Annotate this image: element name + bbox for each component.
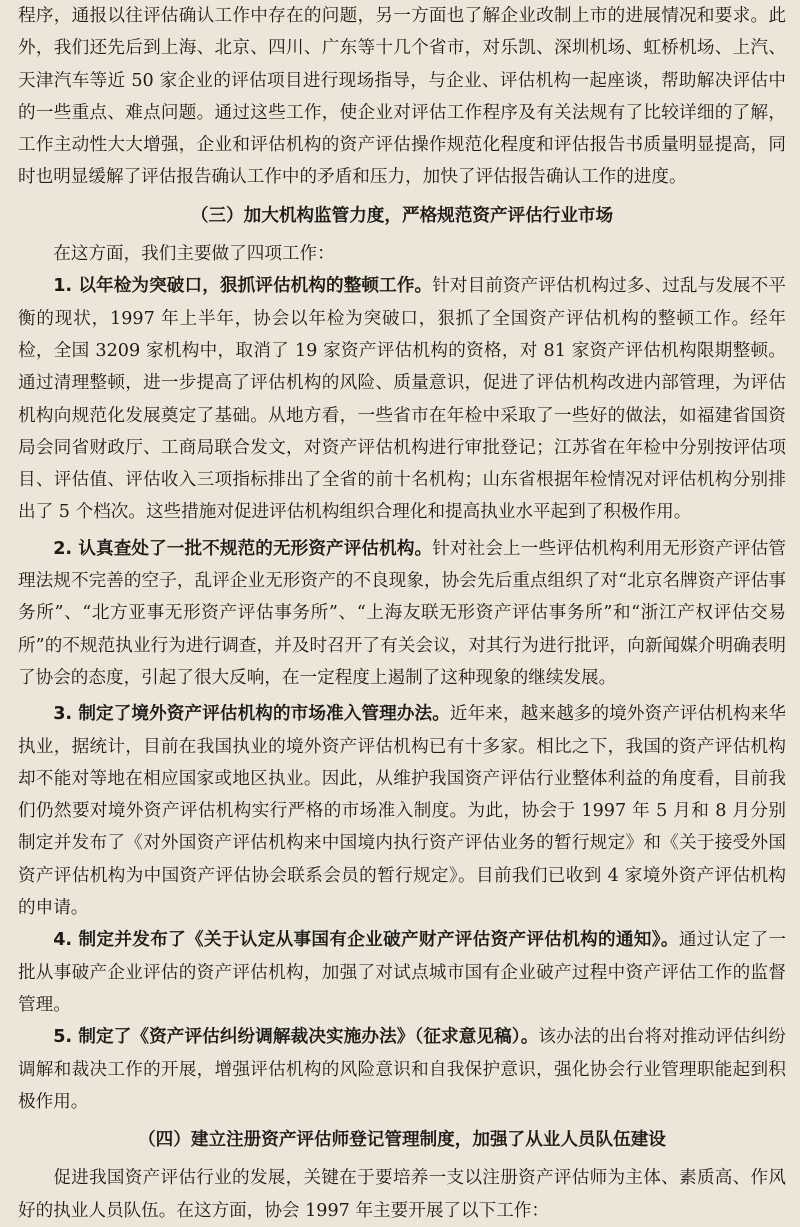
- item-5-lead: 5. 制定了《资产评估纠纷调解裁决实施办法》（征求意见稿）。: [53, 1027, 539, 1048]
- item-4-lead: 4. 制定并发布了《关于认定从事国有企业破产财产评估资产评估机构的通知》。: [53, 930, 679, 951]
- item-4-body: 通过认定了一批从事破产企业评估的资产评估机构，加强了对试点城市国有企业破产过程中资产评估工作的监督管理。: [18, 930, 786, 1015]
- section-3-title: （三）加大机构监管力度，严格规范资产评估行业市场: [190, 205, 614, 226]
- section-3-item-3: [18, 698, 786, 924]
- section-3-item-2: [18, 533, 786, 694]
- item-2-lead: 2. 认真查处了一批不规范的无形资产评估机构。: [53, 538, 433, 559]
- section-3-intro: 在这方面，我们主要做了四项工作：: [53, 244, 335, 265]
- section-3-item-1: [18, 270, 786, 528]
- item-3-body: 近年来，越来越多的境外资产评估机构来华执业，据统计，目前在我国执业的境外资产评估机构已有十多家。相比之下，我国的资产评估机构却不能对等地在相应国家或地区执业。因此，从维护我国资产评估行业整体利益的角度看，目前我们仍然要对境外资产评估机构实行严格的市场准入制度。为此，协会于 1997 年 5 月和 8 月分别制定并发布了《对外国资产评估机构来中国境内执行资产评估业务的暂行规定》和《关于接受外国资产评估机构为中国资产评估协会联系会员的暂行规定》。目前我们已收到 4 家境外资产评估机构的申请。: [18, 704, 786, 919]
- intro-paragraph: 程序，通报以往评估确认工作中存在的问题，另一方面也了解企业改制上市的进展情况和要求。此外，我们还先后到上海、北京、四川、广东等十几个省市，对乐凯、深圳机场、虹桥机场、上汽、天津汽车等近 50 家企业的评估项目进行现场指导，与企业、评估机构一起座谈，帮助解决评估中的一些重点、难点问题。通过这些工作，使企业对评估工作程序及有关法规有了比较详细的了解，工作主动性大大增强，企业和评估机构的资产评估操作规范化程度和评估报告书质量明显提高，同时也明显缓解了评估报告确认工作中的矛盾和压力，加快了评估报告确认工作的进度。: [18, 6, 786, 188]
- item-3-lead: 3. 制定了境外资产评估机构的市场准入管理办法。: [53, 704, 450, 725]
- item-1-lead: 1. 以年检为突破口，狠抓评估机构的整顿工作。: [53, 276, 433, 297]
- section-4-title: （四）建立注册资产评估师登记管理制度，加强了从业人员队伍建设: [138, 1130, 666, 1151]
- item-1-body: 针对目前资产评估机构过多、过乱与发展不平衡的现状，1997 年上半年，协会以年检为突破口，狠抓了全国资产评估机构的整顿工作。经年检，全国 3209 家机构中，取消了 19 家资产评估机构的资格，对 81 家资产评估机构限期整顿。通过清理整顿，进一步提高了评估机构的风险、质量意识，促进了评估机构改进内部管理，为评估机构向规范化发展奠定了基础。从地方看，一些省市在年检中采取了一些好的做法，如福建省国资局会同省财政厅、工商局联合发文，对资产评估机构进行审批登记；江苏省在年检中分别按评估项目、评估值、评估收入三项指标排出了全省的前十名机构；山东省根据年检情况对评估机构分别排出了 5 个档次。这些措施对促进评估机构组织合理化和提高执业水平起到了积极作用。: [18, 276, 786, 523]
- section-3-item-4: [18, 924, 786, 1021]
- section-4-intro: 促进我国资产评估行业的发展，关键在于要培养一支以注册资产评估师为主体、素质高、作风好的执业人员队伍。在这方面，协会 1997 年主要开展了以下工作：: [18, 1168, 786, 1221]
- item-2-body: 针对社会上一些评估机构利用无形资产评估管理法规不完善的空子，乱评企业无形资产的不良现象，协会先后重点组织了对“北京名牌资产评估事务所”、“北方亚事无形资产评估事务所”、“上海友联无形资产评估事务所”和“浙江产权评估交易所”的不规范执业行为进行调查，并及时召开了有关会议，对其行为进行批评，向新闻媒介明确表明了协会的态度，引起了很大反响，在一定程度上遏制了这种现象的继续发展。: [18, 538, 786, 688]
- section-3-item-5: [18, 1021, 786, 1118]
- item-5-body: 该办法的出台将对推动评估纠纷调解和裁决工作的开展，增强评估机构的风险意识和自我保护意识，强化协会行业管理职能起到积极作用。: [18, 1027, 786, 1112]
